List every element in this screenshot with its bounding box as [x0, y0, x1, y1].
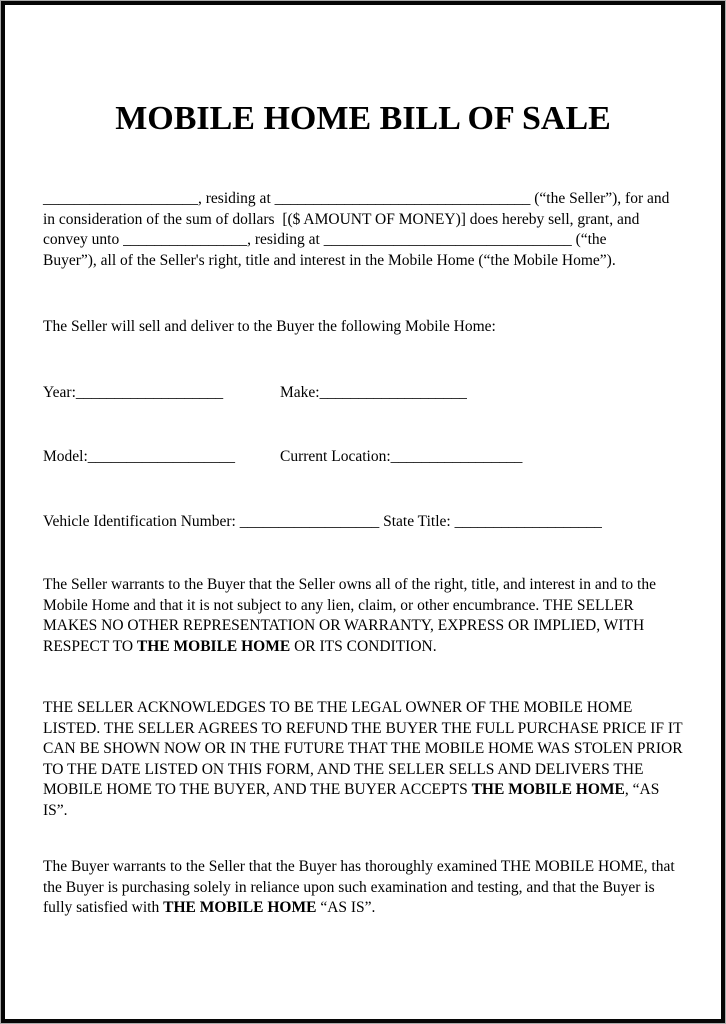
model-blank: ___________________	[87, 448, 236, 465]
text: Buyer”), all of the Seller's right, title and interest in the Mobile Home (“the Mobile Home”).	[43, 251, 616, 269]
text-line	[43, 698, 683, 719]
current-location-blank: _________________	[390, 448, 523, 465]
year-make-row	[43, 383, 683, 404]
text-line	[43, 251, 683, 272]
model-label: Model:	[43, 448, 88, 465]
make-field	[280, 383, 467, 404]
text-line	[43, 898, 683, 919]
year-label: Year:	[43, 383, 76, 401]
year-blank: ___________________	[75, 383, 224, 401]
model-location-row	[43, 447, 683, 468]
text: , “AS	[624, 781, 660, 798]
text-line	[43, 719, 683, 740]
bold-text: THE MOBILE HOME	[471, 781, 625, 798]
text: TO THE DATE LISTED ON THIS FORM, AND THE SELLER SELLS AND DELIVERS THE	[43, 760, 644, 778]
bold-text: THE MOBILE HOME	[163, 899, 317, 916]
text-line	[43, 857, 683, 878]
bold-text: THE MOBILE HOME	[136, 637, 291, 655]
text-line	[43, 878, 683, 899]
current-location-label: Current Location:	[280, 448, 391, 465]
text-line	[43, 189, 683, 210]
text-line	[43, 637, 683, 658]
vin-label: Vehicle Identification Number:	[43, 512, 240, 530]
text: IS”.	[43, 801, 68, 819]
current-location-field	[280, 447, 522, 468]
delivery-statement-text: The Seller will sell and deliver to the Buyer the following Mobile Home:	[43, 318, 496, 335]
year-field	[43, 384, 223, 401]
text: in consideration of the sum of dollars [($ AMOUNT OF MONEY)] does hereby sell, grant, and	[43, 210, 640, 228]
text: the Buyer is purchasing solely in reliance upon such examination and testing, and that the Buyer is	[43, 878, 655, 896]
text-line	[43, 780, 683, 801]
state-title-label: State Title:	[379, 512, 455, 530]
vin-blank: __________________	[239, 512, 380, 530]
text: THE SELLER ACKNOWLEDGES TO BE THE LEGAL OWNER OF THE MOBILE HOME	[43, 699, 633, 716]
text-line	[43, 739, 683, 760]
text: The Seller warrants to the Buyer that the Seller owns all of the right, title, and interest in and to the	[43, 576, 656, 593]
text: ____________________, residing at _________________________________ (“the Seller”), for and	[43, 190, 670, 207]
buyer-warranty-paragraph	[43, 857, 683, 919]
text: The Buyer warrants to the Seller that the Buyer has thoroughly examined THE MOBILE HOME, that	[43, 858, 675, 875]
text: Mobile Home and that it is not subject to any lien, claim, or other encumbrance. THE SELLER	[43, 596, 634, 614]
text-line	[43, 210, 683, 231]
text-line	[43, 760, 683, 781]
document-title: MOBILE HOME BILL OF SALE	[115, 100, 611, 137]
state-title-blank: ___________________	[454, 512, 602, 530]
text: LISTED. THE SELLER AGREES TO REFUND THE BUYER THE FULL PURCHASE PRICE IF IT	[43, 719, 683, 737]
seller-warranty-paragraph	[43, 575, 683, 657]
text-line	[43, 596, 683, 617]
text: MOBILE HOME TO THE BUYER, AND THE BUYER ACCEPTS	[43, 781, 472, 798]
delivery-statement	[43, 317, 683, 338]
text-line	[43, 575, 683, 596]
text: convey unto ________________, residing at ________________________________ (“the	[43, 231, 607, 248]
text: “AS IS”.	[316, 899, 376, 916]
text-line	[43, 230, 683, 251]
make-blank: ___________________	[319, 383, 467, 401]
text-line	[43, 801, 683, 822]
make-label: Make:	[280, 383, 320, 401]
text: CAN BE SHOWN NOW OR IN THE FUTURE THAT THE MOBILE HOME WAS STOLEN PRIOR	[43, 740, 683, 757]
model-field	[43, 448, 235, 465]
intro-paragraph	[43, 189, 683, 271]
text: RESPECT TO	[43, 637, 137, 655]
text-line	[43, 616, 683, 637]
text: fully satisfied with	[43, 899, 164, 916]
acknowledgement-paragraph	[43, 698, 683, 821]
text: OR ITS CONDITION.	[290, 637, 437, 655]
vin-state-title-row	[43, 512, 683, 533]
text: MAKES NO OTHER REPRESENTATION OR WARRANTY, EXPRESS OR IMPLIED, WITH	[43, 617, 645, 634]
